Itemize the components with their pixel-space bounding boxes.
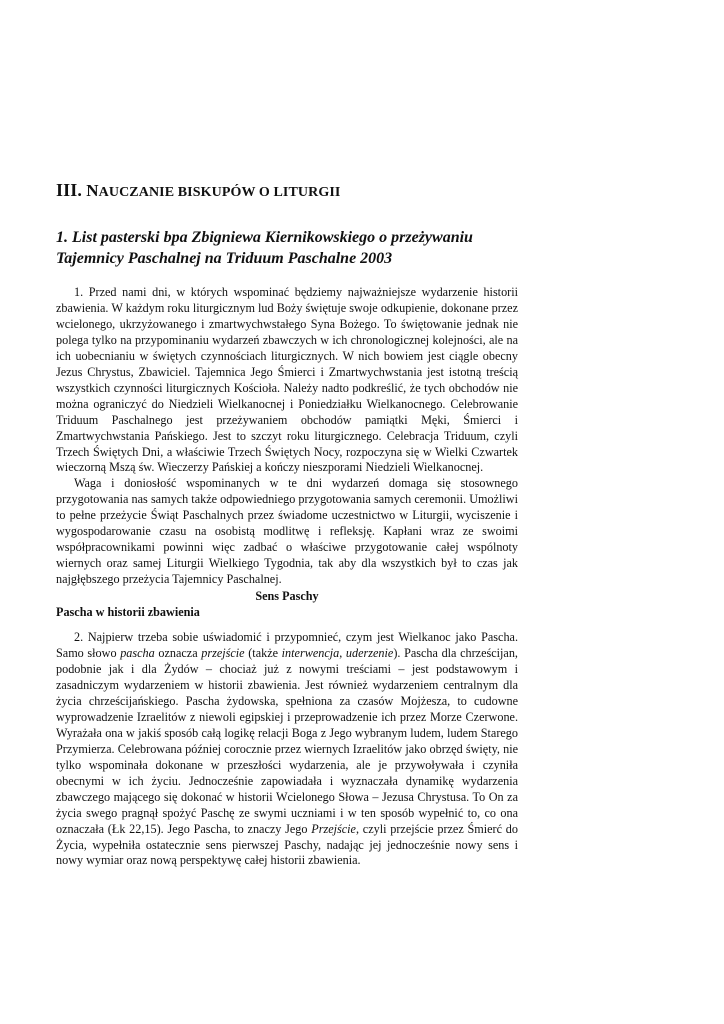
section-title: 1. List pasterski bpa Zbigniewa Kiernikowskiego o przeżywaniu Tajemnicy Paschalnej na Triduum Paschalne 2003	[56, 229, 473, 267]
paragraph-1: 1. Przed nami dni, w których wspominać będziemy najważniejsze wydarzenie historii zbawienia. W każdym roku liturgicznym lud Boży świętuje swoje odkupienie, dokonane przez wcielonego, ukrzyżowanego i zmartwychwstałego Syna Bożego. To świętowanie jednak nie polega tylko na przypominaniu wydarzeń zbawczych w ich chronologicznej kolejności, ale na ich uobecnianiu w świętych czynnościach liturgicznych. W nich bowiem jest ciągle obecny Jezus Chrystus, Zbawiciel. Tajemnica Jego Śmierci i Zmartwychwstania jest istotną treścią wszystkich czynności liturgicznych Kościoła. Należy nadto podkreślić, że tych obchodów nie można ograniczyć do Niedzieli Wielkanocnej i Poniedziałku Wielkanocnego. Celebrowanie Triduum Paschalnego jest przeżywaniem obchodów pamiątki Męki, Śmierci i Zmartwychwstania Pańskiego. Jest to szczyt roku liturgicznego. Celebracja Triduum, czyli Trzech Świętych Dni, a właściwie Trzech Świętych Nocy, rozpoczyna się w Wielki Czwartek wieczorną Mszą św. Wieczerzy Pańskiej a kończy nieszporami Niedzieli Wielkanocnej.	[56, 285, 518, 475]
paragraph-3-italic: pascha	[120, 646, 155, 661]
paragraph-3	[56, 630, 518, 869]
paragraph-3-part: oznacza	[154, 646, 202, 661]
chapter-first-letter: N	[86, 181, 99, 200]
paragraph-3-part: (także	[244, 646, 282, 661]
paragraph-3-part: 2. Najpierw trzeba sobie uświadomić i przypomnieć, czym jest Wielkanoc jako Pascha. Samo słowo	[56, 630, 518, 661]
paragraph-3-part: , czyli przejście przez Śmierć do Życia, wypełniła ostatecznie sens pierwszej Paschy, nadając jej jednocześnie nowy sens i nowy wymiar oraz nową perspektywę całej historii zbawienia.	[56, 821, 518, 868]
paragraph-3-part: ,	[339, 646, 346, 661]
chapter-number: III.	[56, 180, 82, 200]
paragraph-3-italic: Przejście	[311, 821, 356, 836]
paragraph-3-italic: przejście	[201, 646, 245, 661]
paragraph-3-italic: uderzenie	[345, 646, 394, 661]
subheading-sens-paschy: Sens Paschy	[255, 589, 319, 604]
chapter-title	[56, 180, 518, 203]
paragraph-3-italic: interwencja	[281, 646, 340, 661]
chapter-title-text: AUCZANIE BISKUPÓW O LITURGII	[98, 185, 341, 200]
subheading-pascha-w-historii: Pascha w historii zbawienia	[56, 605, 200, 620]
paragraph-2: Waga i doniosłość wspominanych w te dni wydarzeń domaga się stosownego przygotowania nas samych także odpowiedniego przygotowania samych ceremonii. Umożliwi to pełne przeżycie Świąt Paschalnych przez świadome uczestnictwo w Liturgii, wyciszenie i wygospodarowanie czasu na osobistą modlitwę i refleksję. Kapłani wraz ze swoimi współpracownikami powinni więc zadbać o właściwe przygotowanie całej wspólnoty wiernych oraz samej Liturgii Wielkiego Tygodnia, tak aby dla wszystkich był to czas jak najgłębszego przeżycia Tajemnicy Paschalnej.	[56, 476, 518, 587]
page-content	[56, 180, 518, 869]
paragraph-3-part: ). Pascha dla chrześcijan, podobnie jak i dla Żydów – chociaż już z nowymi treściami – jest podstawowym i zasadniczym wydarzeniem w historii zbawienia. Jest również wydarzeniem centralnym dla życia chrześcijańskiego. Pascha żydowska, spełniona za czasów Mojżesza, to cudowne wyprowadzenie Izraelitów z niewoli egipskiej i przeprowadzenie ich przez Morze Czerwone. Wyrażała ona w jakiś sposób całą logikę relacji Boga z Jego wybranym ludem, ludem Starego Przymierza. Celebrowana później corocznie przez wiernych Izraelitów jako obrzęd święty, nie tylko wspominała dokonane w przeszłości wydarzenia, ale je przywoływała i czyniła obecnymi w ich życiu. Jednocześnie zapowiadała i wyznaczała dynamikę wydarzenia zbawczego mającego się dokonać w historii Wcielonego Słowa – Jezusa Chrystusa. To On za życia swego pragnął spożyć Paschę ze swymi uczniami i w ten sposób wypełnić to, co ona oznaczała (Łk 22,15). Jego Pascha, to znaczy Jego	[56, 646, 518, 836]
